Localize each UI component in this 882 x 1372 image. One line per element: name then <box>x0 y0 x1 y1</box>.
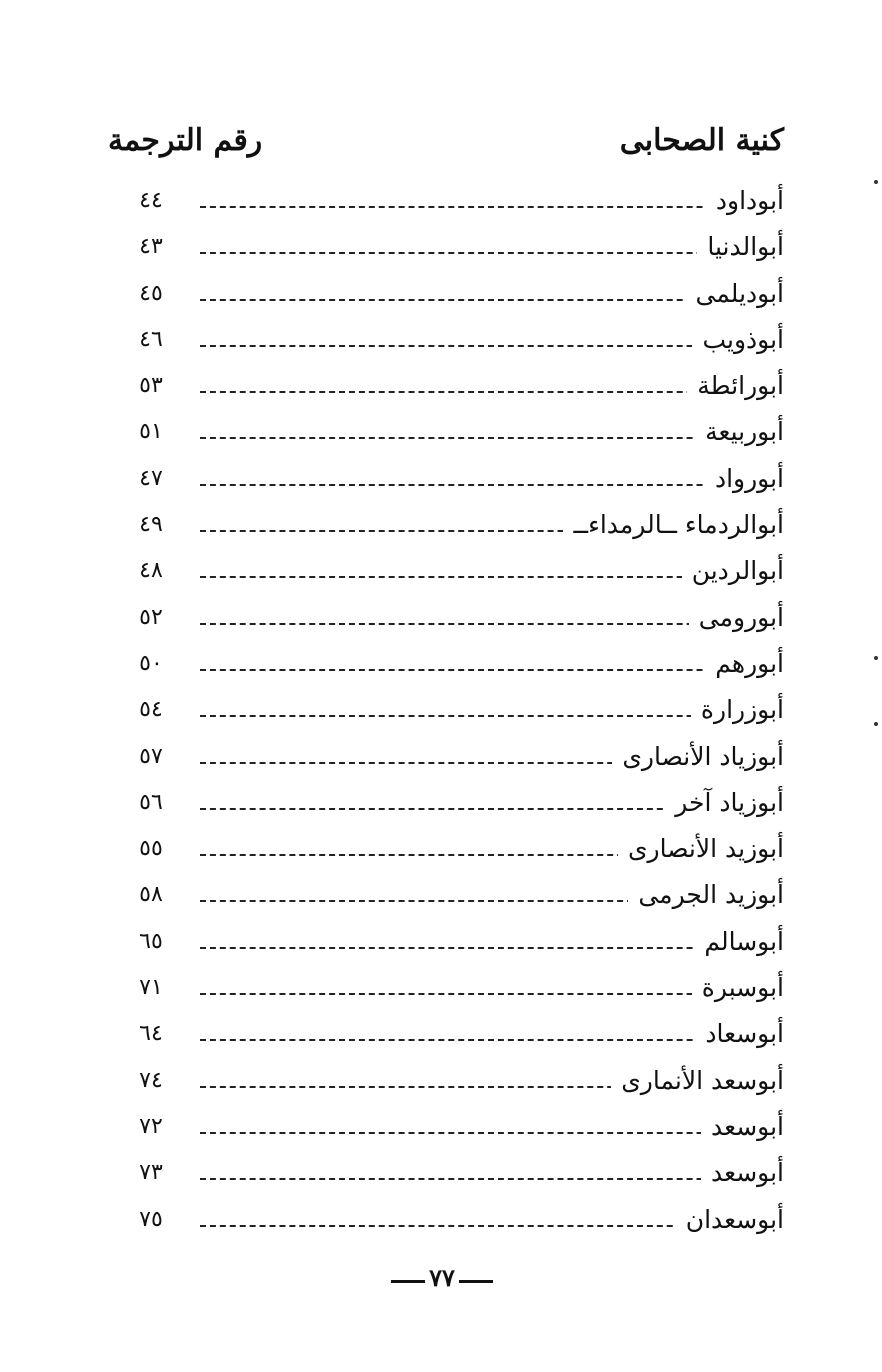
dotted-leader <box>200 206 782 208</box>
entry-number: ٥١ <box>139 419 163 445</box>
dotted-leader <box>200 1132 782 1134</box>
index-row <box>132 226 784 272</box>
entry-number-heading: رقم الترجمة <box>108 123 263 158</box>
table-header <box>108 118 784 164</box>
entry-number: ٥٠ <box>139 650 163 676</box>
companion-name: أبوالردين <box>682 554 784 588</box>
companion-name: أبوزرارة <box>691 693 784 727</box>
scan-speck <box>874 180 878 184</box>
companion-name: أبوداود <box>706 184 784 218</box>
index-row <box>132 874 784 920</box>
companion-name: أبورومى <box>689 601 784 635</box>
index-row <box>132 365 784 411</box>
entry-number: ٤٦ <box>139 326 163 352</box>
index-row <box>132 597 784 643</box>
page-number: ٧٧ <box>425 1263 459 1292</box>
entry-number: ٤٤ <box>139 188 163 213</box>
entry-number: ٤٩ <box>139 512 163 538</box>
index-row <box>132 550 784 596</box>
index-row <box>132 736 784 782</box>
companion-name: أبورهم <box>705 647 784 681</box>
companion-name: أبوزيد الأنصارى <box>618 832 784 866</box>
entry-number: ٥٣ <box>139 373 163 399</box>
entry-number: ٧٢ <box>139 1113 163 1139</box>
entry-number: ٧٤ <box>139 1067 163 1093</box>
entry-number: ٦٥ <box>139 928 163 954</box>
companion-name: أبورواد <box>705 462 784 496</box>
entry-number: ٧١ <box>139 975 163 1001</box>
index-row <box>132 411 784 457</box>
index-row <box>132 643 784 689</box>
companion-name: أبوربيعة <box>695 415 784 449</box>
index-row <box>132 1013 784 1059</box>
companion-name: أبوالردماء ــالرمداءــ <box>563 508 784 542</box>
companion-name: أبوذويب <box>692 323 784 357</box>
entry-number: ٥٨ <box>139 882 163 908</box>
companion-name: أبوسبرة <box>692 971 784 1005</box>
index-row <box>132 458 784 504</box>
companion-name: أبوسعاد <box>695 1017 784 1051</box>
entry-number: ٥٢ <box>139 604 163 630</box>
companion-name-heading: كنية الصحابى <box>619 123 784 158</box>
index-row <box>132 273 784 319</box>
entry-number: ٥٧ <box>139 743 163 769</box>
companion-name: أبوزياد آخر <box>665 786 784 820</box>
entry-number: ٦٤ <box>139 1021 163 1047</box>
index-row <box>132 1152 784 1198</box>
index-row <box>132 504 784 550</box>
index-row <box>132 319 784 365</box>
entry-number: ٤٣ <box>139 234 163 260</box>
page-number-footer <box>391 1258 493 1298</box>
companion-name: أبوسعدان <box>676 1203 784 1237</box>
entry-number: ٥٥ <box>139 836 163 862</box>
index-row <box>132 1199 784 1245</box>
scan-speck <box>874 656 878 660</box>
dotted-leader <box>200 669 782 671</box>
index-row <box>132 921 784 967</box>
companion-name: أبوسعد <box>701 1156 784 1190</box>
dotted-leader <box>200 1178 782 1180</box>
entry-number: ٤٨ <box>139 558 163 584</box>
index-row <box>132 967 784 1013</box>
entry-number: ٤٧ <box>139 465 163 491</box>
entry-number: ٧٥ <box>139 1206 163 1232</box>
entry-number: ٥٤ <box>139 697 163 723</box>
index-row <box>132 1106 784 1152</box>
entry-number: ٥٦ <box>139 789 163 815</box>
companion-name: أبورائطة <box>687 369 784 403</box>
companion-name: أبوسالم <box>694 925 784 959</box>
companion-name: أبوزياد الأنصارى <box>612 740 784 774</box>
index-list <box>132 180 784 1245</box>
companion-name: أبوزيد الجرمى <box>628 878 784 912</box>
companion-name: أبوالدنيا <box>697 230 784 264</box>
companion-name: أبوسعد <box>701 1110 784 1144</box>
index-row <box>132 782 784 828</box>
entry-number: ٧٣ <box>139 1160 163 1186</box>
entry-number: ٤٥ <box>139 280 163 306</box>
index-row <box>132 1060 784 1106</box>
index-row <box>132 828 784 874</box>
index-row <box>132 180 784 226</box>
index-row <box>132 689 784 735</box>
dotted-leader <box>200 252 782 254</box>
companion-name: أبوسعد الأنمارى <box>611 1064 784 1098</box>
dotted-leader <box>200 484 782 486</box>
companion-name: أبوديلمى <box>686 277 784 311</box>
scan-speck <box>874 722 878 726</box>
